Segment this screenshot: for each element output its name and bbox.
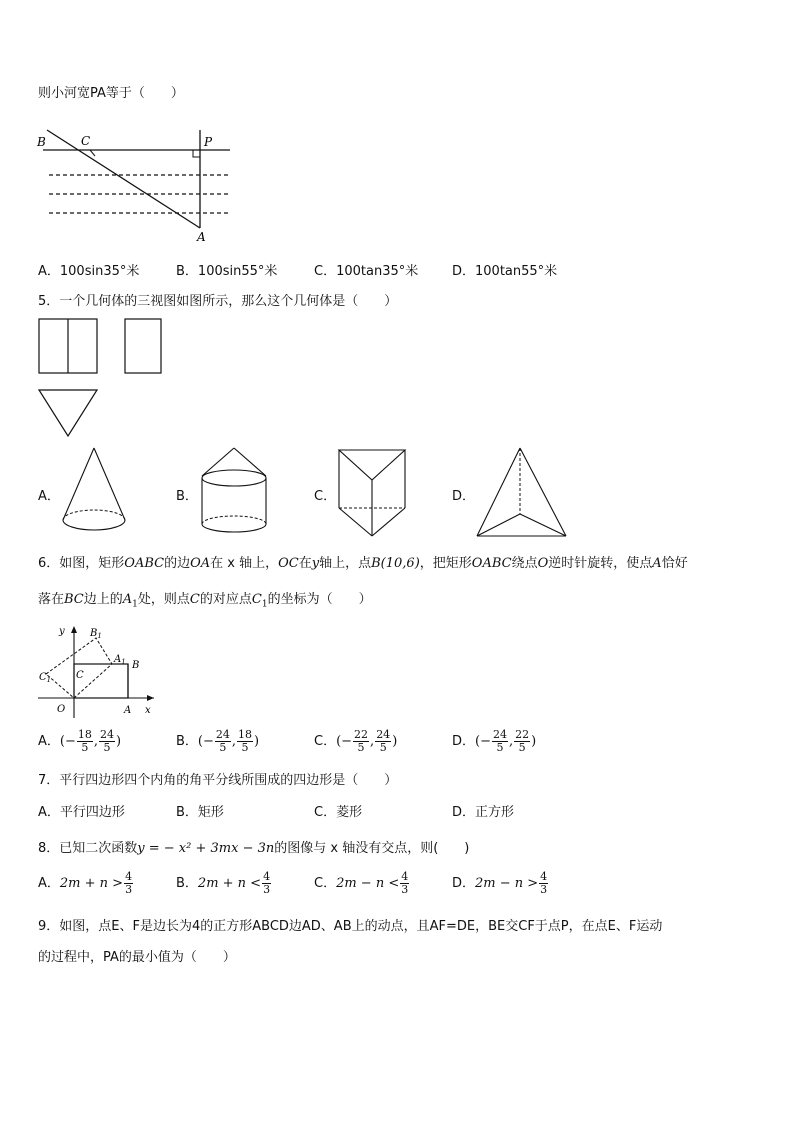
- q6-option-d: D．(− $\frac{24}{5}$ , $\frac{22}{5}$ ): [452, 728, 537, 754]
- q6-label-B: B: [132, 660, 140, 671]
- q5-label-b: B．: [176, 489, 198, 504]
- q5-label-d: D．: [452, 489, 476, 504]
- q6-stem-line2: 落在BC边上的$A_1$处，则点C的对应点$C_1$的坐标为（ ）: [38, 592, 372, 610]
- q6-option-a: A．(− $\frac{18}{5}$ , $\frac{24}{5}$ ): [38, 728, 122, 754]
- q6-label-y: y: [59, 626, 65, 637]
- q7-option-a: A．平行四边形: [38, 805, 125, 820]
- q8-stem: 8．已知二次函数y = − x² + 3mx − 3n的图像与 x 轴没有交点，则( ): [38, 841, 470, 856]
- q6-option-c: C．(− $\frac{22}{5}$ , $\frac{24}{5}$ ): [314, 728, 398, 754]
- q4-label-C: C: [81, 134, 91, 148]
- q7-stem: 7．平行四边形四个内角的角平分线所围成的四边形是（ ）: [38, 773, 398, 788]
- q7-option-b: B．矩形: [176, 805, 224, 820]
- q5-label-a: A．: [38, 489, 60, 504]
- q5-stem: 5．一个几何体的三视图如图所示，那么这个几何体是（ ）: [38, 294, 398, 309]
- q4-option-a: A．100sin35°米: [38, 264, 140, 279]
- q8-option-b: B．2m + n < $\frac{4}{3}$: [176, 870, 271, 896]
- q5-label-c: C．: [314, 489, 337, 504]
- q4-question-tail: 则小河宽PA等于（ ）: [38, 86, 184, 101]
- q6-option-b: B．(− $\frac{24}{5}$ , $\frac{18}{5}$ ): [176, 728, 260, 754]
- q6-label-A1: $A_1$: [114, 654, 126, 666]
- q5-three-views: [38, 318, 168, 440]
- q6-label-A: A: [124, 705, 132, 716]
- q6-stem-line1: 6．如图，矩形OABC的边OA在 x 轴上，OC在y轴上，点B(10,6)，把矩形OABC绕点O逆时针旋转，使点A恰好: [38, 556, 688, 571]
- q9-stem-line2: 的过程中，PA的最小值为（ ）: [38, 950, 236, 965]
- q6-label-C: C: [76, 670, 84, 681]
- q5-triangular-prism-figure: [336, 446, 416, 536]
- q6-label-B1: $B_1$: [90, 628, 102, 640]
- q4-option-c: C．100tan35°米: [314, 264, 419, 279]
- q4-option-b: B．100sin55°米: [176, 264, 278, 279]
- q6-rotation-figure: [38, 622, 160, 718]
- q8-option-d: D．2m − n > $\frac{4}{3}$: [452, 870, 548, 896]
- q4-option-d: D．100tan55°米: [452, 264, 558, 279]
- q5-cone-figure: [58, 446, 130, 536]
- q4-label-A: A: [197, 230, 206, 244]
- q6-label-x: x: [145, 705, 151, 716]
- q4-river-figure: [35, 128, 235, 246]
- q9-stem-line1: 9．如图，点E、F是边长为4的正方形ABCD边AD、AB上的动点，且AF=DE，BE交CF于点P，在点E、F运动: [38, 919, 663, 934]
- q6-label-O: O: [57, 704, 66, 715]
- q4-label-B: B: [37, 135, 46, 149]
- q7-option-d: D．正方形: [452, 805, 515, 820]
- q5-tetrahedron-figure: [474, 446, 570, 538]
- q7-option-c: C．菱形: [314, 805, 363, 820]
- q8-option-a: A．2m + n > $\frac{4}{3}$: [38, 870, 133, 896]
- q4-label-P: P: [204, 135, 213, 149]
- q5-cylinder-cone-figure: [198, 446, 270, 536]
- q8-option-c: C．2m − n < $\frac{4}{3}$: [314, 870, 409, 896]
- q6-label-C1: $C_1$: [39, 672, 52, 684]
